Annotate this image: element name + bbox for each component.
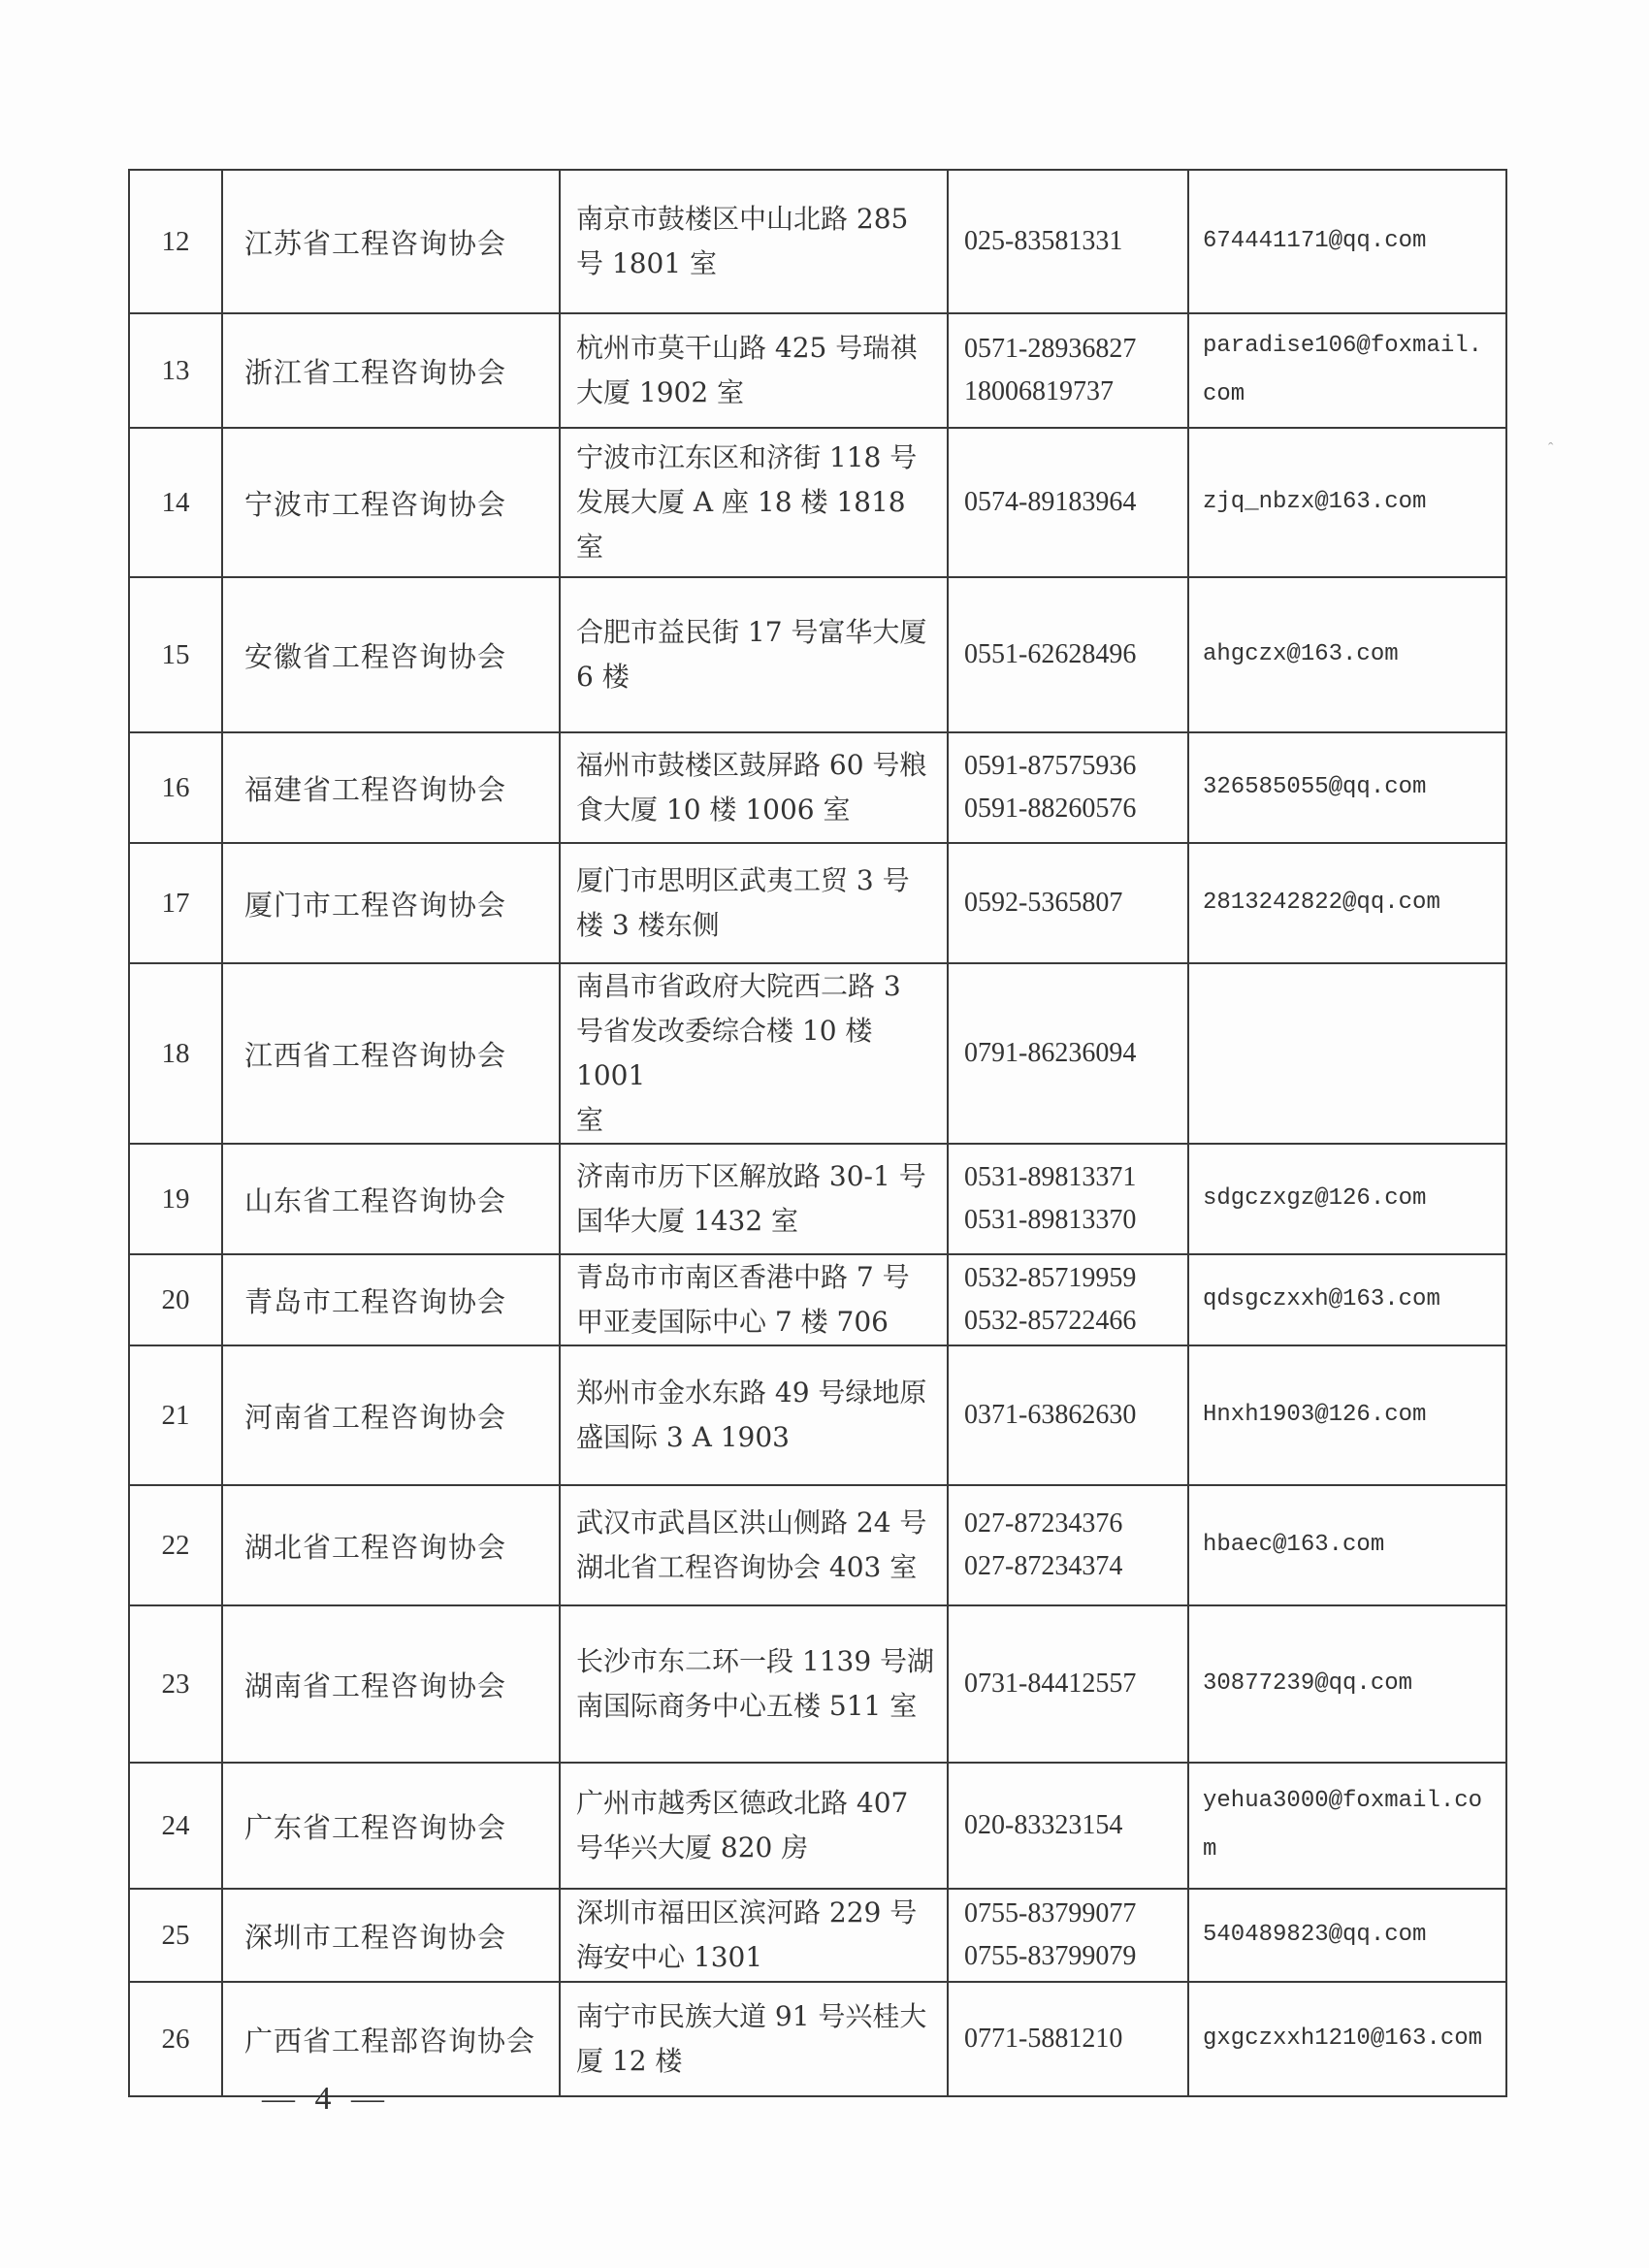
- phone-cell-line: 027-87234374: [964, 1551, 1123, 1581]
- address-cell: [560, 577, 948, 732]
- email-cell: [1188, 1605, 1506, 1763]
- row-number-cell: 13: [129, 313, 222, 428]
- row-number-cell: 17: [129, 843, 222, 963]
- phone-cell-line: 0791-86236094: [964, 1038, 1137, 1068]
- row-number-cell: 18: [129, 963, 222, 1144]
- association-name-cell: 宁波市工程咨询协会: [222, 428, 560, 577]
- row-number-cell: 23: [129, 1605, 222, 1763]
- table-row: [129, 963, 1506, 1144]
- address-cell: [560, 1889, 948, 1982]
- email-cell-line: 30877239@qq.com: [1203, 1670, 1413, 1697]
- email-cell: [1188, 1763, 1506, 1889]
- table-row: [129, 1763, 1506, 1889]
- row-number-cell: 21: [129, 1345, 222, 1485]
- association-name-cell: 湖南省工程咨询协会: [222, 1605, 560, 1763]
- address-cell-line: 号 1801 室: [576, 247, 718, 279]
- phone-cell-line: 0551-62628496: [964, 639, 1137, 669]
- association-name-cell: 江西省工程咨询协会: [222, 963, 560, 1144]
- address-cell: [560, 1982, 948, 2096]
- row-number-cell: 20: [129, 1254, 222, 1345]
- phone-cell: [948, 1889, 1188, 1982]
- address-cell-line: 济南市历下区解放路 30-1 号: [576, 1160, 926, 1192]
- phone-cell-line: 027-87234376: [964, 1508, 1123, 1539]
- table-row: [129, 1345, 1506, 1485]
- address-cell-line: 6 楼: [576, 661, 630, 693]
- address-cell: [560, 1605, 948, 1763]
- phone-cell: [948, 732, 1188, 843]
- email-cell: [1188, 732, 1506, 843]
- phone-cell: [948, 1254, 1188, 1345]
- phone-cell-line: 18006819737: [964, 376, 1114, 406]
- association-name-cell: 湖北省工程咨询协会: [222, 1485, 560, 1605]
- phone-cell-line: 0532-85719959: [964, 1263, 1137, 1293]
- phone-cell-line: 0591-87575936: [964, 751, 1137, 781]
- phone-cell-line: 0591-88260576: [964, 794, 1137, 824]
- address-cell-line: 广州市越秀区德政北路 407: [576, 1787, 909, 1819]
- email-cell: [1188, 1254, 1506, 1345]
- address-cell-line: 郑州市金水东路 49 号绿地原: [576, 1377, 927, 1409]
- table-row: [129, 732, 1506, 843]
- email-cell-line: ahgczx@163.com: [1203, 641, 1399, 667]
- phone-cell: [948, 1345, 1188, 1485]
- table-row: [129, 577, 1506, 732]
- phone-cell: [948, 1144, 1188, 1254]
- association-name-cell: 浙江省工程咨询协会: [222, 313, 560, 428]
- association-name-cell: 广东省工程咨询协会: [222, 1763, 560, 1889]
- phone-cell: [948, 313, 1188, 428]
- address-cell-line: 武汉市武昌区洪山侧路 24 号: [576, 1507, 927, 1539]
- phone-cell-line: 025-83581331: [964, 226, 1123, 256]
- email-cell-line: qdsgczxxh@163.com: [1203, 1286, 1440, 1312]
- phone-cell: [948, 170, 1188, 313]
- address-cell: [560, 1485, 948, 1605]
- address-cell: [560, 428, 948, 577]
- email-cell: [1188, 1982, 1506, 2096]
- email-cell-line: zjq_nbzx@163.com: [1203, 489, 1427, 515]
- table-row: [129, 1485, 1506, 1605]
- phone-cell: [948, 1982, 1188, 2096]
- address-cell-line: 南国际商务中心五楼 511 室: [576, 1690, 918, 1722]
- row-number-cell: 22: [129, 1485, 222, 1605]
- row-number-cell: 14: [129, 428, 222, 577]
- address-cell-line: 南京市鼓楼区中山北路 285: [576, 203, 909, 235]
- email-cell-line: 2813242822@qq.com: [1203, 890, 1440, 916]
- email-cell: [1188, 1144, 1506, 1254]
- phone-cell: [948, 1763, 1188, 1889]
- table-row: [129, 1982, 1506, 2096]
- address-cell: [560, 170, 948, 313]
- table-row: [129, 1605, 1506, 1763]
- address-cell-line: 合肥市益民街 17 号富华大厦: [576, 616, 927, 648]
- email-cell: [1188, 313, 1506, 428]
- email-cell-line: hbaec@163.com: [1203, 1532, 1385, 1558]
- table-row: [129, 843, 1506, 963]
- email-cell-line: Hnxh1903@126.com: [1203, 1402, 1427, 1428]
- email-cell-line: 326585055@qq.com: [1203, 774, 1427, 800]
- address-cell: [560, 1345, 948, 1485]
- row-number-cell: 16: [129, 732, 222, 843]
- address-cell-line: 大厦 1902 室: [576, 376, 745, 408]
- address-cell-line: 海安中心 1301: [576, 1941, 763, 1973]
- address-cell-line: 食大厦 10 楼 1006 室: [576, 794, 851, 826]
- row-number-cell: 24: [129, 1763, 222, 1889]
- phone-cell-line: 0731-84412557: [964, 1669, 1137, 1699]
- address-cell: [560, 732, 948, 843]
- address-cell-line: 国华大厦 1432 室: [576, 1205, 799, 1237]
- address-cell-line: 室: [576, 1104, 604, 1136]
- address-cell-line: 盛国际 3 A 1903: [576, 1421, 790, 1453]
- address-cell-line: 甲亚麦国际中心 7 楼 706: [576, 1306, 889, 1338]
- association-contact-table: [128, 169, 1507, 2097]
- phone-cell: [948, 1485, 1188, 1605]
- address-cell: [560, 963, 948, 1144]
- address-cell-line: 号省发改委综合楼 10 楼 1001: [576, 1015, 873, 1091]
- email-cell: [1188, 577, 1506, 732]
- address-cell: [560, 1763, 948, 1889]
- email-cell: [1188, 963, 1506, 1144]
- email-cell: [1188, 843, 1506, 963]
- email-cell-line: m: [1203, 1836, 1217, 1863]
- phone-cell: [948, 428, 1188, 577]
- phone-cell: [948, 963, 1188, 1144]
- phone-cell: [948, 843, 1188, 963]
- address-cell-line: 福州市鼓楼区鼓屏路 60 号粮: [576, 749, 927, 781]
- table-row: [129, 170, 1506, 313]
- association-name-cell: 广西省工程部咨询协会: [222, 1982, 560, 2096]
- association-name-cell: 山东省工程咨询协会: [222, 1144, 560, 1254]
- address-cell-line: 楼 3 楼东侧: [576, 909, 720, 941]
- email-cell-line: sdgczxgz@126.com: [1203, 1185, 1427, 1212]
- association-name-cell: 江苏省工程咨询协会: [222, 170, 560, 313]
- association-name-cell: 河南省工程咨询协会: [222, 1345, 560, 1485]
- association-name-cell: 厦门市工程咨询协会: [222, 843, 560, 963]
- scan-speck: ꞈ: [1548, 427, 1554, 445]
- table-row: [129, 1889, 1506, 1982]
- address-cell-line: 青岛市市南区香港中路 7 号: [576, 1261, 910, 1293]
- address-cell-line: 湖北省工程咨询协会 403 室: [576, 1551, 918, 1583]
- email-cell-line: com: [1203, 381, 1245, 407]
- address-cell: [560, 843, 948, 963]
- phone-cell-line: 020-83323154: [964, 1810, 1123, 1840]
- phone-cell-line: 0771-5881210: [964, 2024, 1123, 2054]
- phone-cell-line: 0755-83799077: [964, 1898, 1137, 1928]
- email-cell-line: paradise106@foxmail.: [1203, 333, 1483, 359]
- association-name-cell: 福建省工程咨询协会: [222, 732, 560, 843]
- email-cell-line: 674441171@qq.com: [1203, 228, 1427, 254]
- address-cell: [560, 1144, 948, 1254]
- row-number-cell: 19: [129, 1144, 222, 1254]
- address-cell-line: 深圳市福田区滨河路 229 号: [576, 1896, 918, 1928]
- row-number-cell: 26: [129, 1982, 222, 2096]
- address-cell: [560, 313, 948, 428]
- email-cell: [1188, 170, 1506, 313]
- email-cell: [1188, 1485, 1506, 1605]
- table-row: [129, 1144, 1506, 1254]
- address-cell-line: 厦 12 楼: [576, 2045, 683, 2077]
- row-number-cell: 25: [129, 1889, 222, 1982]
- table-body: [129, 170, 1506, 2096]
- phone-cell-line: 0592-5365807: [964, 888, 1123, 918]
- address-cell: [560, 1254, 948, 1345]
- association-name-cell: 深圳市工程咨询协会: [222, 1889, 560, 1982]
- table-row: [129, 428, 1506, 577]
- phone-cell-line: 0371-63862630: [964, 1400, 1137, 1430]
- row-number-cell: 12: [129, 170, 222, 313]
- association-name-cell: 安徽省工程咨询协会: [222, 577, 560, 732]
- address-cell-line: 宁波市江东区和济街 118 号: [576, 441, 918, 473]
- address-cell-line: 杭州市莫干山路 425 号瑞祺: [576, 332, 918, 364]
- email-cell: [1188, 1889, 1506, 1982]
- address-cell-line: 南宁市民族大道 91 号兴桂大: [576, 2000, 927, 2032]
- phone-cell-line: 0532-85722466: [964, 1306, 1137, 1336]
- address-cell-line: 发展大厦 A 座 18 楼 1818 室: [576, 486, 906, 563]
- phone-cell-line: 0531-89813371: [964, 1162, 1137, 1192]
- email-cell-line: yehua3000@foxmail.co: [1203, 1788, 1483, 1814]
- phone-cell-line: 0531-89813370: [964, 1205, 1137, 1235]
- phone-cell-line: 0755-83799079: [964, 1941, 1137, 1971]
- email-cell-line: 540489823@qq.com: [1203, 1922, 1427, 1948]
- email-cell-line: gxgczxxh1210@163.com: [1203, 2025, 1483, 2052]
- address-cell-line: 厦门市思明区武夷工贸 3 号: [576, 864, 910, 896]
- page-number: — 4 —: [262, 2081, 390, 2117]
- phone-cell: [948, 577, 1188, 732]
- phone-cell-line: 0571-28936827: [964, 334, 1137, 364]
- association-name-cell: 青岛市工程咨询协会: [222, 1254, 560, 1345]
- phone-cell: [948, 1605, 1188, 1763]
- phone-cell-line: 0574-89183964: [964, 487, 1137, 517]
- email-cell: [1188, 1345, 1506, 1485]
- address-cell-line: 长沙市东二环一段 1139 号湖: [576, 1645, 935, 1677]
- table-row: [129, 313, 1506, 428]
- address-cell-line: 号华兴大厦 820 房: [576, 1831, 809, 1863]
- address-cell-line: 南昌市省政府大院西二路 3: [576, 970, 901, 1002]
- row-number-cell: 15: [129, 577, 222, 732]
- email-cell: [1188, 428, 1506, 577]
- table-row: [129, 1254, 1506, 1345]
